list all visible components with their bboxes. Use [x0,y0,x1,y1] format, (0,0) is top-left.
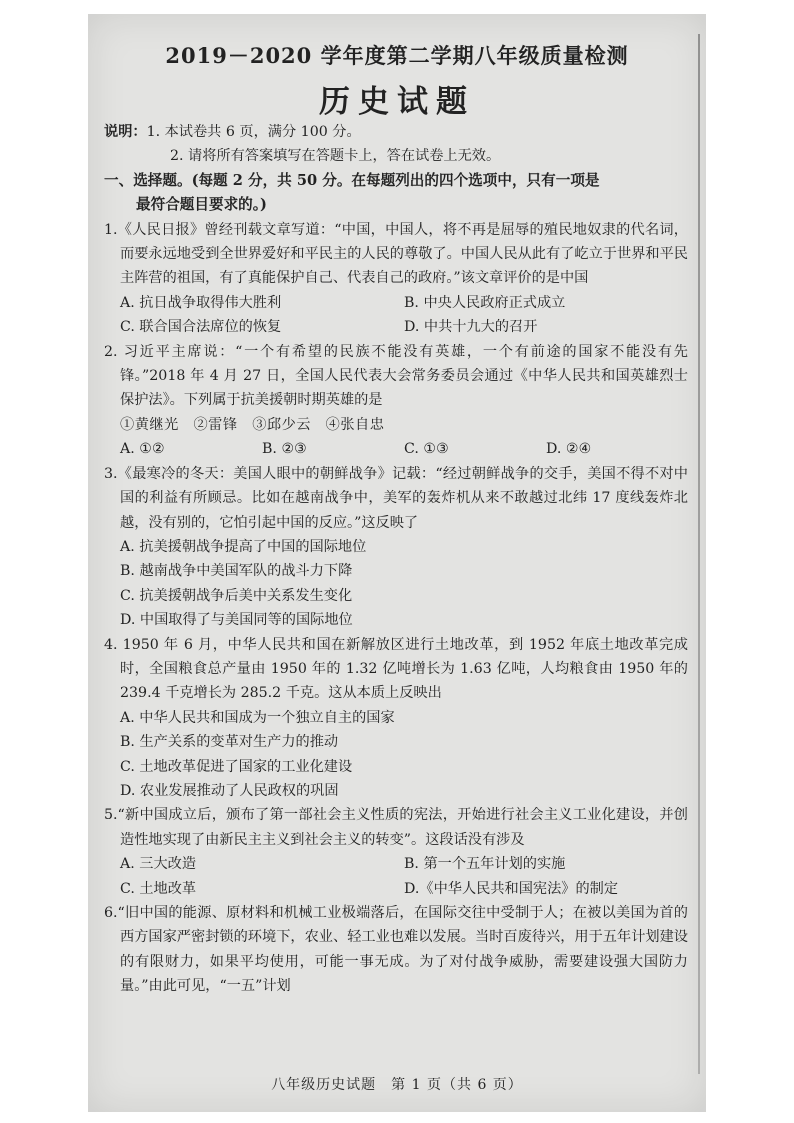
question-stem: 1.《人民日报》曾经刊载文章写道：“中国，中国人，将不再是屈辱的殖民地奴隶的代名词，而要永远地受到全世界爱好和平民主的人民的尊敬了。中国人民从此有了屹立于世界和平民主阵营的祖国，有了真能保护自己、代表自己的政府。”该文章评价的是中国 [104,221,688,287]
question-stem: 6.“旧中国的能源、原材料和机械工业极端落后，在国际交往中受制于人；在被以美国为首的西方国家严密封锁的环境下，农业、轻工业也难以发展。当时百废待兴，用于五年计划建设的有限财力，如果平均使用，可能一事无成。为了对付战争威胁，需要建设强大国防力量。”由此可见，“一五”计划 [104,905,688,995]
option-b: B. 越南战争中美国军队的战斗力下降 [120,563,353,580]
option-c: C. 抗美援朝战争后美中关系发生变化 [120,587,353,604]
paper-content [104,120,688,999]
exam-title: 2019－2020 学年度第二学期八年级质量检测 [165,43,629,68]
option-d: D. 农业发展推动了人民政权的巩固 [120,782,339,799]
option-a: A. 抗日战争取得伟大胜利 [120,294,282,311]
question-options [104,437,688,461]
option-c: C. ①③ [404,441,449,458]
option-c: C. 土地改革促进了国家的工业化建设 [120,758,353,775]
section-heading-line-2: 最符合题目要求的。) [136,196,267,214]
option-a: A. 三大改造 [120,856,197,873]
option-c: C. 土地改革 [120,880,197,897]
option-d: D.《中华人民共和国宪法》的制定 [404,880,619,897]
exam-paper [88,14,706,1112]
question-1 [104,218,688,340]
question-stem: 4. 1950 年 6 月，中华人民共和国在新解放区进行土地改革，到 1952 年底土地改革完成时，全国粮食总产量由 1950 年的 1.32 亿吨增长为 1.63 亿吨，人均粮食由 1950 年的 239.4 千克增长为 285.2 千克。这从本质上反映出 [104,636,688,702]
question-2 [104,340,688,462]
option-a: A. ①② [120,441,165,458]
notes-label: 说明： [104,124,147,140]
option-a: A. 中华人民共和国成为一个独立自主的国家 [120,709,395,726]
notes-line-1 [104,120,688,144]
note-item-1: 1. 本试卷共 6 页，满分 100 分。 [146,124,361,140]
option-b: B. ②③ [262,441,307,458]
option-c: C. 联合国合法席位的恢复 [120,319,282,336]
question-options [104,852,688,901]
question-stem: 3.《最寒冷的冬天：美国人眼中的朝鲜战争》记载：“经过朝鲜战争的交手，美国不得不对中国的利益有所顾忌。比如在越南战争中，美军的轰炸机从来不敢越过北纬 17 度线轰炸北越，没有别的，它怕引起中国的反应。”这反映了 [104,465,688,531]
option-d: D. 中共十九大的召开 [404,319,538,336]
option-b: B. 第一个五年计划的实施 [404,856,566,873]
page-footer: 八年级历史试题 第 1 页（共 6 页） [271,1077,523,1093]
question-stem: 2. 习近平主席说：“一个有希望的民族不能没有英雄，一个有前途的国家不能没有先锋。”2018 年 4 月 27 日，全国人民代表大会常务委员会通过《中华人民共和国英雄烈士保护法》。下列属于抗美援朝时期英雄的是 [104,343,688,409]
question-options [104,291,688,340]
question-3 [104,462,688,633]
option-b: B. 生产关系的变革对生产力的推动 [120,734,339,751]
option-d: D. ②④ [546,441,592,458]
question-5 [104,803,688,901]
section-heading [104,169,688,218]
option-a: A. 抗美援朝战争提高了中国的国际地位 [120,538,367,555]
question-combo-items: ①黄继光 ②雷锋 ③邱少云 ④张自忠 [120,416,385,433]
question-6 [104,901,688,999]
question-stem: 5.“新中国成立后，颁布了第一部社会主义性质的宪法，开始进行社会主义工业化建设，并创造性地实现了由新民主主义到社会主义的转变”。这段话没有涉及 [104,807,688,848]
paper-header [88,40,706,121]
note-item-2: 2. 请将所有答案填写在答题卡上，答在试卷上无效。 [170,148,501,165]
option-d: D. 中国取得了与美国同等的国际地位 [120,612,353,629]
option-b: B. 中央人民政府正式成立 [404,294,566,311]
section-heading-line-1: 一、选择题。(每题 2 分，共 50 分。在每题列出的四个选项中，只有一项是 [104,171,600,189]
subject-title: 历史试题 [319,84,475,120]
question-4 [104,633,688,804]
